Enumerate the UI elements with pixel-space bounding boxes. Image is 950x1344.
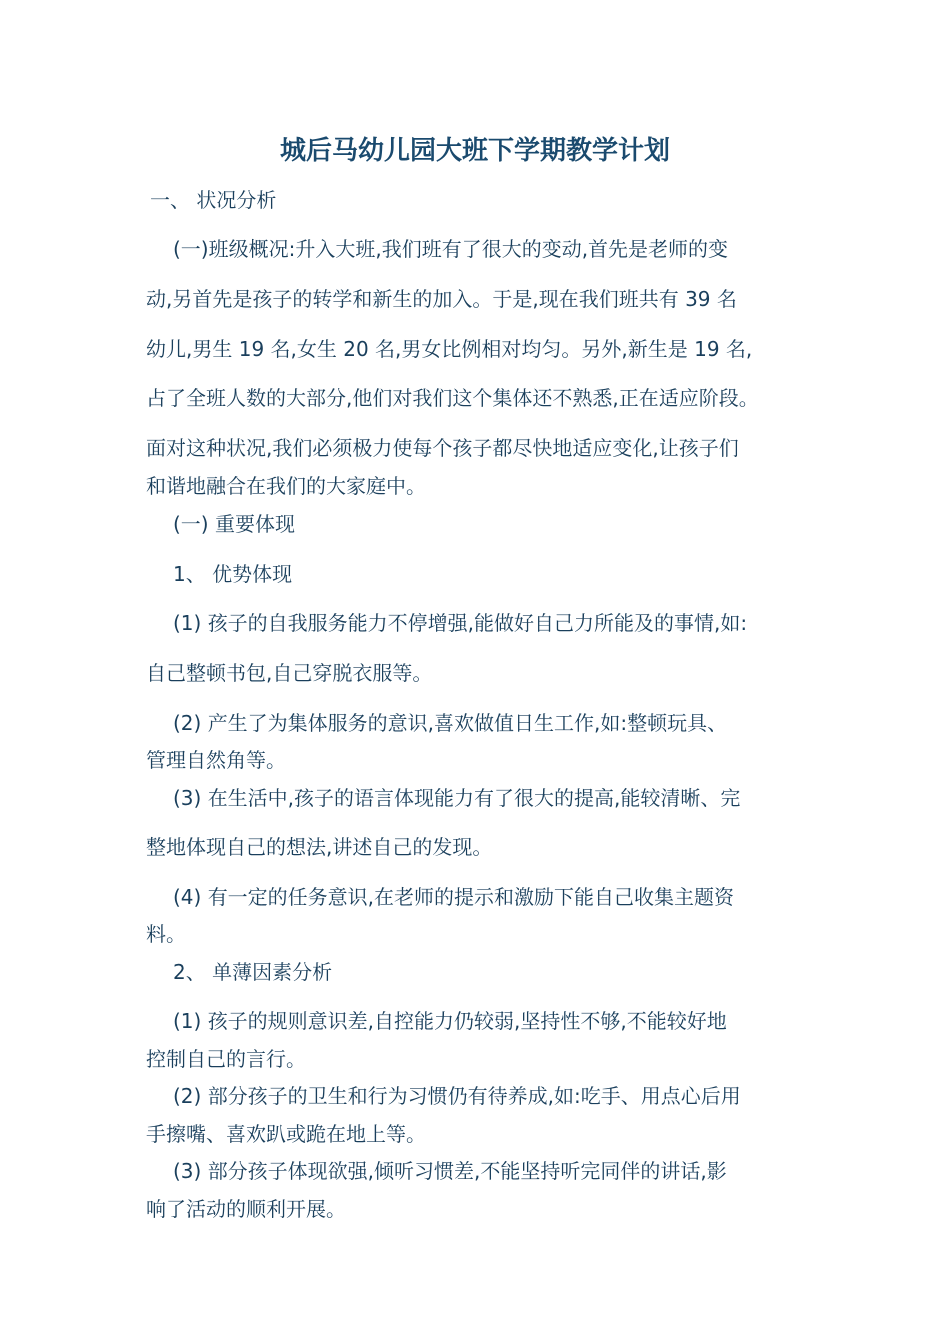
list-item-line: 料。	[146, 922, 186, 946]
list-item-line: (1) 孩子的自我服务能力不停增强,能做好自己力所能及的事情,如:	[173, 611, 748, 635]
list-item-line: 自己整顿书包,自己穿脱衣服等。	[146, 661, 433, 685]
paragraph-line: (一)班级概况:升入大班,我们班有了很大的变动,首先是老师的变	[173, 237, 729, 261]
paragraph-line: 占了全班人数的大部分,他们对我们这个集体还不熟悉,正在适应阶段。	[146, 386, 759, 410]
subsection-heading: 2、 单薄因素分析	[173, 960, 333, 984]
paragraph-line: 面对这种状况,我们必须极力使每个孩子都尽快地适应变化,让孩子们	[146, 436, 739, 460]
list-item-line: (3) 在生活中,孩子的语言体现能力有了很大的提高,能较清晰、完	[173, 786, 741, 810]
list-item-line: (3) 部分孩子体现欲强,倾听习惯差,不能坚持听完同伴的讲话,影	[173, 1159, 727, 1183]
paragraph-line: 和谐地融合在我们的大家庭中。	[146, 474, 426, 498]
paragraph-line: 幼儿,男生 19 名,女生 20 名,男女比例相对均匀。另外,新生是 19 名,	[146, 337, 753, 361]
subsection-heading: (一) 重要体现	[173, 512, 295, 536]
list-item-line: (2) 产生了为集体服务的意识,喜欢做值日生工作,如:整顿玩具、	[173, 711, 728, 735]
subsection-heading: 1、 优势体现	[173, 562, 293, 586]
list-item-line: 管理自然角等。	[146, 748, 286, 772]
document-title: 城后马幼儿园大班下学期教学计划	[279, 136, 670, 166]
list-item-line: (4) 有一定的任务意识,在老师的提示和激励下能自己收集主题资	[173, 885, 735, 909]
list-item-line: (1) 孩子的规则意识差,自控能力仍较弱,坚持性不够,不能较好地	[173, 1009, 727, 1033]
list-item-line: 控制自己的言行。	[146, 1047, 306, 1071]
list-item-line: 整地体现自己的想法,讲述自己的发现。	[146, 835, 493, 859]
list-item-line: 响了活动的顺利开展。	[146, 1197, 346, 1221]
paragraph-line: 动,另首先是孩子的转学和新生的加入。于是,现在我们班共有 39 名	[146, 287, 737, 311]
list-item-line: (2) 部分孩子的卫生和行为习惯仍有待养成,如:吃手、用点心后用	[173, 1084, 741, 1108]
section-heading: 一、 状况分析	[150, 188, 277, 212]
list-item-line: 手擦嘴、喜欢趴或跪在地上等。	[146, 1122, 426, 1146]
